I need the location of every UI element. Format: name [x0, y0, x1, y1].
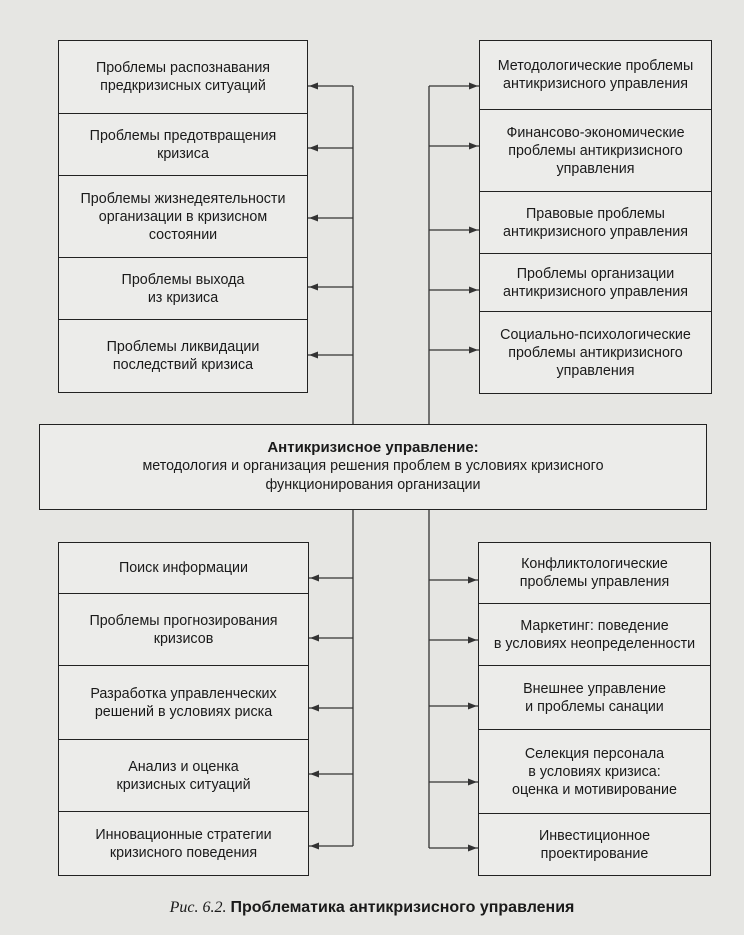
center-subtitle: методология и организация решения проблем в условиях кризисного функционирования организации — [142, 458, 604, 493]
marketing-item: Маркетинг: поведение в условиях неопределенности — [479, 603, 710, 665]
financial-problems-item: Финансово-экономические проблемы антикризисного управления — [480, 109, 711, 191]
arrowhead — [309, 145, 318, 152]
figure-title: Проблематика антикризисного управления — [230, 899, 575, 916]
arrowhead — [469, 347, 478, 354]
figure-number: Рис. 6.2. — [169, 899, 227, 916]
investment-design-item: Инвестиционное проектирование — [479, 813, 710, 875]
arrowhead — [310, 575, 319, 582]
arrowhead — [468, 845, 477, 852]
organization-problems-item: Проблемы организации антикризисного управления — [480, 253, 711, 311]
arrowhead — [469, 287, 478, 294]
arrowhead — [309, 83, 318, 90]
arrowhead — [469, 143, 478, 150]
right-bottom-problems-box — [478, 542, 711, 876]
arrowhead — [309, 215, 318, 222]
arrowhead — [468, 577, 477, 584]
external-management-item: Внешнее управление и проблемы санации — [479, 665, 710, 729]
right-top-problems-box — [479, 40, 712, 394]
crisis-forecasting-item: Проблемы прогнозирования кризисов — [59, 593, 308, 665]
anticrisis-management-box — [39, 424, 707, 510]
methodological-problems-item: Методологические проблемы антикризисного управления — [497, 58, 694, 92]
innovation-strategies-item: Инновационные стратегии кризисного поведения — [59, 811, 308, 875]
arrowhead — [309, 352, 318, 359]
arrowhead — [468, 703, 477, 710]
problem-exit-item: Проблемы выхода из кризиса — [59, 257, 307, 319]
arrowhead — [310, 705, 319, 712]
center-title: Антикризисное управление: — [267, 439, 479, 456]
problem-recognition-item: Проблемы распознавания предкризисных ситуаций — [95, 60, 271, 94]
arrowhead — [309, 284, 318, 291]
decision-development-item: Разработка управленческих решений в условиях риска — [59, 665, 308, 739]
problem-liquidation-item: Проблемы ликвидации последствий кризиса — [59, 319, 307, 392]
problem-prevention-item: Проблемы предотвращения кризиса — [59, 113, 307, 175]
arrowhead — [310, 843, 319, 850]
arrowhead — [310, 635, 319, 642]
arrowhead — [469, 83, 478, 90]
conflict-problems-item: Конфликтологические проблемы управления — [519, 556, 670, 590]
socio-psychological-problems-item: Социально-психологические проблемы антикризисного управления — [480, 311, 711, 393]
arrowhead — [310, 771, 319, 778]
arrowhead — [469, 227, 478, 234]
arrowhead — [468, 637, 477, 644]
legal-problems-item: Правовые проблемы антикризисного управления — [480, 191, 711, 253]
figure-caption — [0, 899, 744, 917]
information-search-item: Поиск информации — [118, 560, 249, 576]
crisis-analysis-item: Анализ и оценка кризисных ситуаций — [59, 739, 308, 811]
arrowhead — [468, 779, 477, 786]
left-top-problems-box — [58, 40, 308, 393]
problem-survival-item: Проблемы жизнедеятельности организации в кризисном состоянии — [59, 175, 307, 257]
left-bottom-problems-box — [58, 542, 309, 876]
personnel-selection-item: Селекция персонала в условиях кризиса: оценка и мотивирование — [479, 729, 710, 813]
